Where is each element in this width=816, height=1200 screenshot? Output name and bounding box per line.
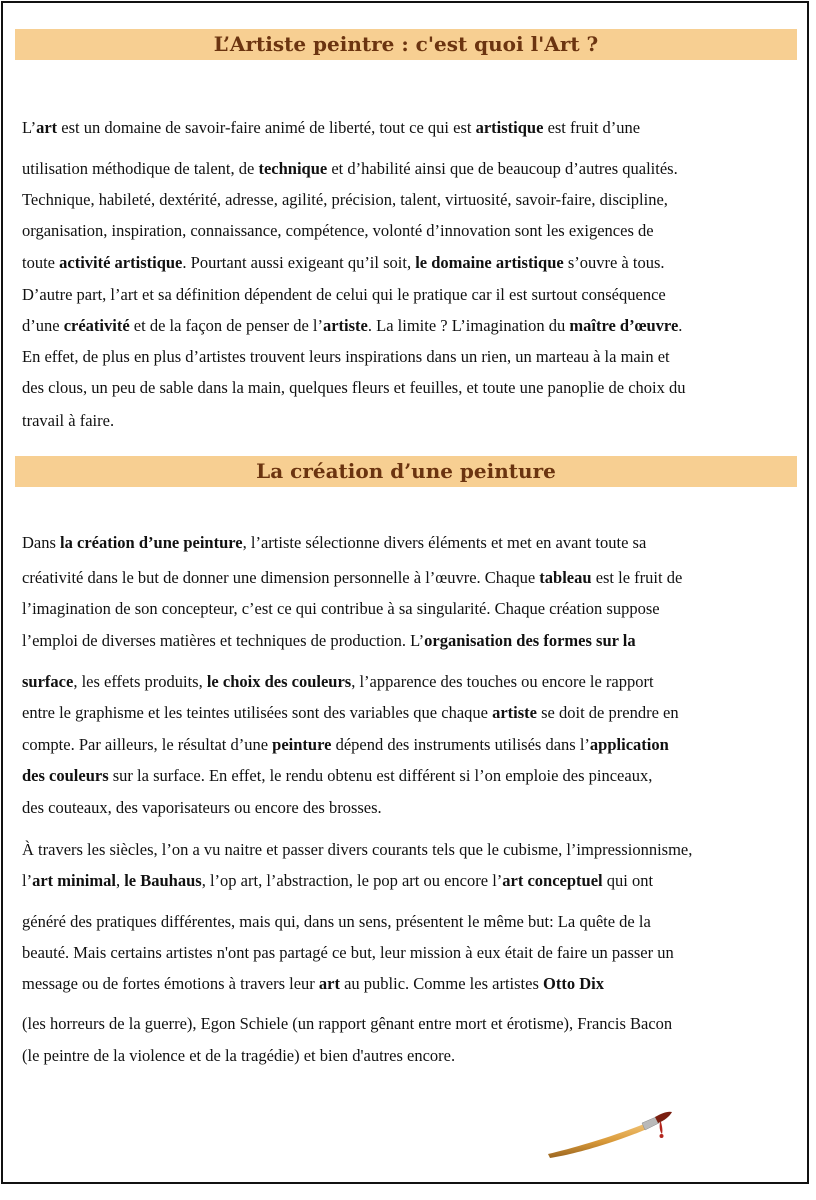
bold-term: art minimal xyxy=(32,871,116,890)
text-run: l’emploi de diverses matières et techniques de production. L’ xyxy=(22,631,425,650)
text-run: message ou de fortes émotions à travers leur xyxy=(22,974,319,993)
bold-term: activité artistique xyxy=(59,253,183,272)
text-line xyxy=(22,221,654,241)
text-run: est fruit d’une xyxy=(543,118,641,137)
text-run: d’une xyxy=(22,316,64,335)
text-run: sur la surface. En effet, le rendu obtenu est différent si l’on emploie des pinceaux, xyxy=(108,766,653,785)
text-run: travail à faire. xyxy=(22,411,115,430)
text-line xyxy=(22,943,674,963)
bold-term: le Bauhaus xyxy=(124,871,202,890)
text-line xyxy=(22,798,382,818)
text-run: l’ xyxy=(22,871,33,890)
bold-term: Otto Dix xyxy=(543,974,604,993)
text-run: L’ xyxy=(22,118,37,137)
text-line xyxy=(22,316,682,336)
text-line xyxy=(22,159,678,179)
text-line xyxy=(22,735,669,755)
text-run: des couteaux, des vaporisateurs ou encore des brosses. xyxy=(22,798,382,817)
bold-term: art conceptuel xyxy=(502,871,603,890)
text-run: Technique, habileté, dextérité, adresse, agilité, précision, talent, virtuosité, savoir-faire, discipline, xyxy=(22,190,668,209)
text-run: compte. Par ailleurs, le résultat d’une xyxy=(22,735,273,754)
paintbrush-icon xyxy=(544,1108,674,1160)
text-line xyxy=(22,568,682,588)
text-run: des clous, un peu de sable dans la main, quelques fleurs et feuilles, et toute une panoplie de choix du xyxy=(22,378,686,397)
text-run: , les effets produits, xyxy=(73,672,207,691)
bold-term: surface xyxy=(22,672,74,691)
text-run: beauté. Mais certains artistes n'ont pas partagé ce but, leur mission à eux était de faire un passer un xyxy=(22,943,674,962)
text-line xyxy=(22,912,651,932)
bold-term: maître d’œuvre xyxy=(569,316,679,335)
text-line xyxy=(22,118,640,138)
text-run: au public. Comme les artistes xyxy=(339,974,543,993)
text-run: est un domaine de savoir-faire animé de liberté, tout ce qui est xyxy=(57,118,476,137)
bold-term: créativité xyxy=(63,316,130,335)
text-line xyxy=(22,378,685,398)
text-line xyxy=(22,766,652,786)
bold-term: artistique xyxy=(475,118,544,137)
text-run: utilisation méthodique de talent, de xyxy=(22,159,259,178)
text-line xyxy=(22,672,654,692)
bold-term: technique xyxy=(258,159,328,178)
bold-term: art xyxy=(36,118,58,137)
section-title-creation: La création d’une peinture xyxy=(15,456,797,487)
text-run: toute xyxy=(22,253,60,272)
bold-term: artiste xyxy=(322,316,368,335)
text-run: À travers les siècles, l’on a vu naitre et passer divers courants tels que le cubisme, l’impressionnisme, xyxy=(22,840,693,859)
text-run: s’ouvre à tous. xyxy=(563,253,665,272)
text-line xyxy=(22,871,653,891)
text-line xyxy=(22,285,666,305)
bold-term: le choix des couleurs xyxy=(206,672,352,691)
text-line xyxy=(22,703,679,723)
section-title-artiste: L’Artiste peintre : c'est quoi l'Art ? xyxy=(15,29,797,60)
text-run: est le fruit de xyxy=(591,568,683,587)
text-run: et de la façon de penser de l’ xyxy=(129,316,323,335)
bold-term: organisation des formes sur la xyxy=(424,631,636,650)
bold-term: la création d’une peinture xyxy=(60,533,243,552)
text-run: . Pourtant aussi exigeant qu’il soit, xyxy=(182,253,416,272)
text-line xyxy=(22,347,670,367)
bold-term: des couleurs xyxy=(22,766,109,785)
text-run: créativité dans le but de donner une dimension personnelle à l’œuvre. Chaque xyxy=(22,568,540,587)
text-run: , l’artiste sélectionne divers éléments et met en avant toute sa xyxy=(242,533,647,552)
text-run: et d’habilité ainsi que de beaucoup d’autres qualités. xyxy=(327,159,678,178)
text-run: organisation, inspiration, connaissance, compétence, volonté d’innovation sont les exigences de xyxy=(22,221,654,240)
text-line xyxy=(22,253,665,273)
text-run: , l’op art, l’abstraction, le pop art ou encore l’ xyxy=(201,871,503,890)
text-run: qui ont xyxy=(602,871,654,890)
text-line xyxy=(22,840,692,860)
text-line xyxy=(22,411,114,431)
text-run: dépend des instruments utilisés dans l’ xyxy=(331,735,590,754)
text-run: l’imagination de son concepteur, c’est ce qui contribue à sa singularité. Chaque création suppose xyxy=(22,599,660,618)
bold-term: peinture xyxy=(272,735,332,754)
text-run: généré des pratiques différentes, mais qui, dans un sens, présentent le même but: La quête de la xyxy=(22,912,651,931)
text-run: , xyxy=(115,871,125,890)
text-run: , l’apparence des touches ou encore le rapport xyxy=(351,672,654,691)
text-line xyxy=(22,599,660,619)
text-run: En effet, de plus en plus d’artistes trouvent leurs inspirations dans un rien, un marteau à la main et xyxy=(22,347,670,366)
bold-term: artiste xyxy=(492,703,538,722)
text-line xyxy=(22,974,604,994)
bold-term: application xyxy=(589,735,669,754)
text-line xyxy=(22,533,646,553)
text-run: (le peintre de la violence et de la tragédie) et bien d'autres encore. xyxy=(22,1046,456,1065)
bold-term: tableau xyxy=(539,568,592,587)
text-line xyxy=(22,1046,455,1066)
text-line xyxy=(22,1014,672,1034)
bold-term: art xyxy=(318,974,340,993)
text-run: entre le graphisme et les teintes utilisées sont des variables que chaque xyxy=(22,703,493,722)
text-run: Dans xyxy=(22,533,61,552)
text-run: . La limite ? L’imagination du xyxy=(367,316,570,335)
text-run: . xyxy=(678,316,683,335)
text-run: (les horreurs de la guerre), Egon Schiele (un rapport gênant entre mort et érotisme), Francis Bacon xyxy=(22,1014,673,1033)
bold-term: le domaine artistique xyxy=(415,253,564,272)
text-line xyxy=(22,190,668,210)
text-line xyxy=(22,631,636,651)
text-run: se doit de prendre en xyxy=(537,703,679,722)
text-run: D’autre part, l’art et sa définition dépendent de celui qui le pratique car il est surtout conséquence xyxy=(22,285,666,304)
